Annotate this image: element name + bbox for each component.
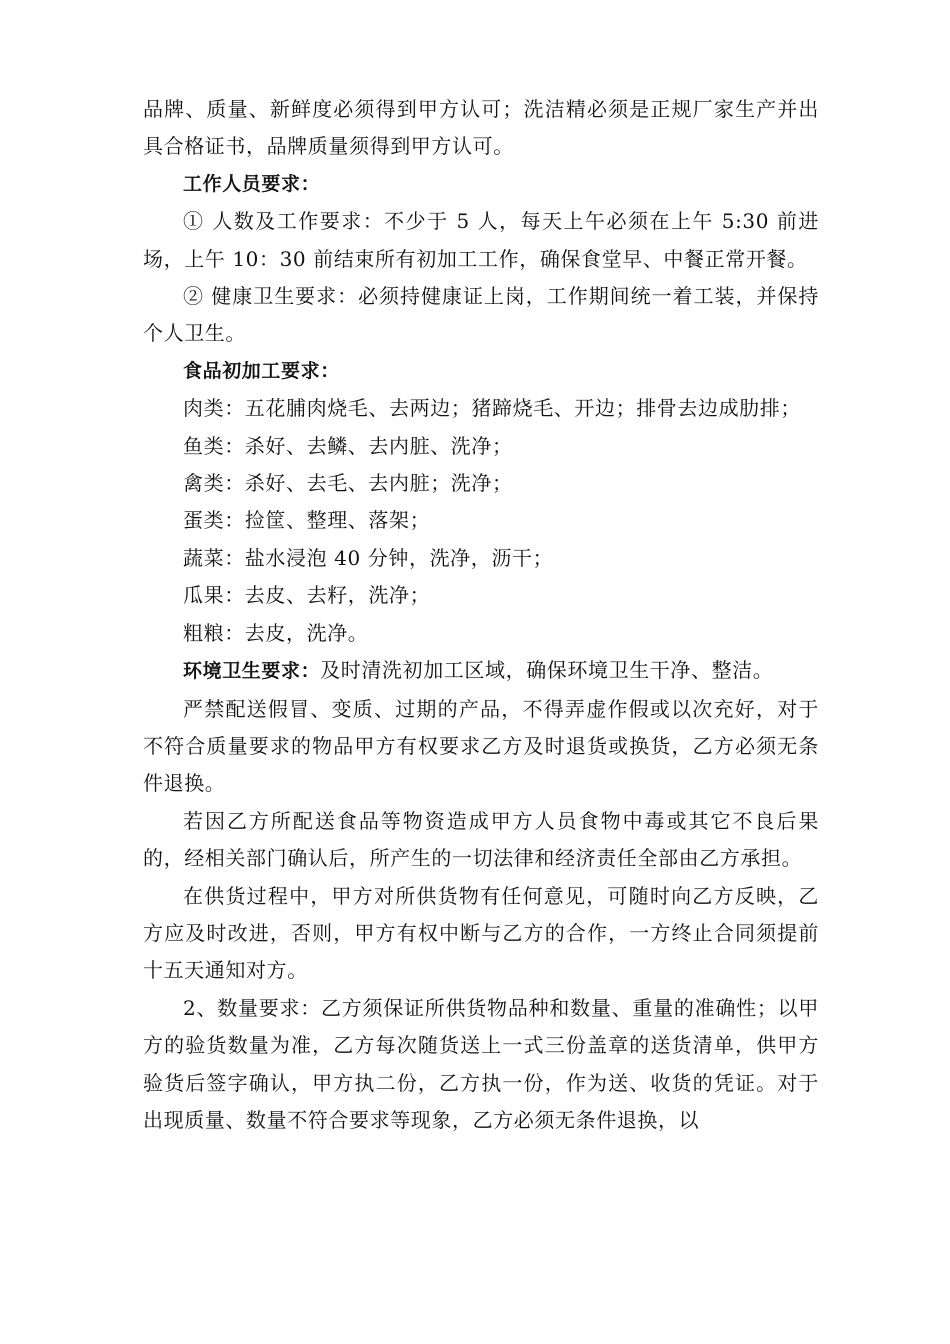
paragraph-feedback: 在供货过程中，甲方对所供货物有任何意见，可随时向乙方反映，乙方应及时改进，否则，甲方有权中断与乙方的合作，一方终止合同须提前十五天通知对方。: [143, 883, 819, 983]
paragraph-grains: 粗粮：去皮，洗净。: [183, 620, 369, 645]
document-page: [143, 91, 819, 1139]
paragraph-meat: 肉类：五花脯肉烧毛、去两边；猪蹄烧毛、开边；排骨去边成肋排；: [183, 396, 801, 421]
paragraph-quantity: 2、数量要求：乙方须保证所供货物品种和数量、重量的准确性；以甲方的验货数量为准，乙方每次随货送上一式三份盖章的送货清单，供甲方验货后签字确认，甲方执二份，乙方执一份，作为送、收货的凭证。对于出现质量、数量不符合要求等现象，乙方必须无条件退换，以: [143, 995, 819, 1132]
paragraph-environment: [143, 652, 819, 690]
environment-text: 及时清洗初加工区域，确保环境卫生干净、整洁。: [320, 658, 774, 683]
paragraph-fruits: 瓜果：去皮、去籽，洗净；: [183, 583, 431, 608]
paragraph-brand-quality: 品牌、质量、新鲜度必须得到甲方认可；洗洁精必须是正规厂家生产并出具合格证书，品牌质量须得到甲方认可。: [143, 97, 819, 159]
paragraph-liability: 若因乙方所配送食品等物资造成甲方人员食物中毒或其它不良后果的，经相关部门确认后，所产生的一切法律和经济责任全部由乙方承担。: [143, 808, 819, 871]
paragraph-eggs: 蛋类：捡筐、整理、落架；: [183, 508, 431, 533]
paragraph-fish: 鱼类：杀好、去鳞、去内脏、洗净；: [183, 433, 513, 458]
heading-staff-requirements: 工作人员要求：: [183, 172, 321, 195]
paragraph-vegetables: 蔬菜：盐水浸泡 40 分钟，洗净，沥干；: [183, 545, 554, 570]
paragraph-health-hygiene: ② 健康卫生要求：必须持健康证上岗，工作期间统一着工装，并保持个人卫生。: [143, 284, 819, 346]
paragraph-no-counterfeit: 严禁配送假冒、变质、过期的产品，不得弄虚作假或以次充好，对于不符合质量要求的物品甲方有权要求乙方及时退货或换货，乙方必须无条件退换。: [143, 696, 819, 796]
paragraph-poultry: 禽类：杀好、去毛、去内脏；洗净；: [183, 471, 513, 496]
heading-food-processing: 食品初加工要求：: [183, 359, 340, 382]
environment-label: 环境卫生要求：: [183, 660, 321, 683]
paragraph-staff-count: ① 人数及工作要求：不少于 5 人，每天上午必须在上午 5:30 前进场，上午 10：30 前结束所有初加工工作，确保食堂早、中餐正常开餐。: [143, 209, 819, 271]
